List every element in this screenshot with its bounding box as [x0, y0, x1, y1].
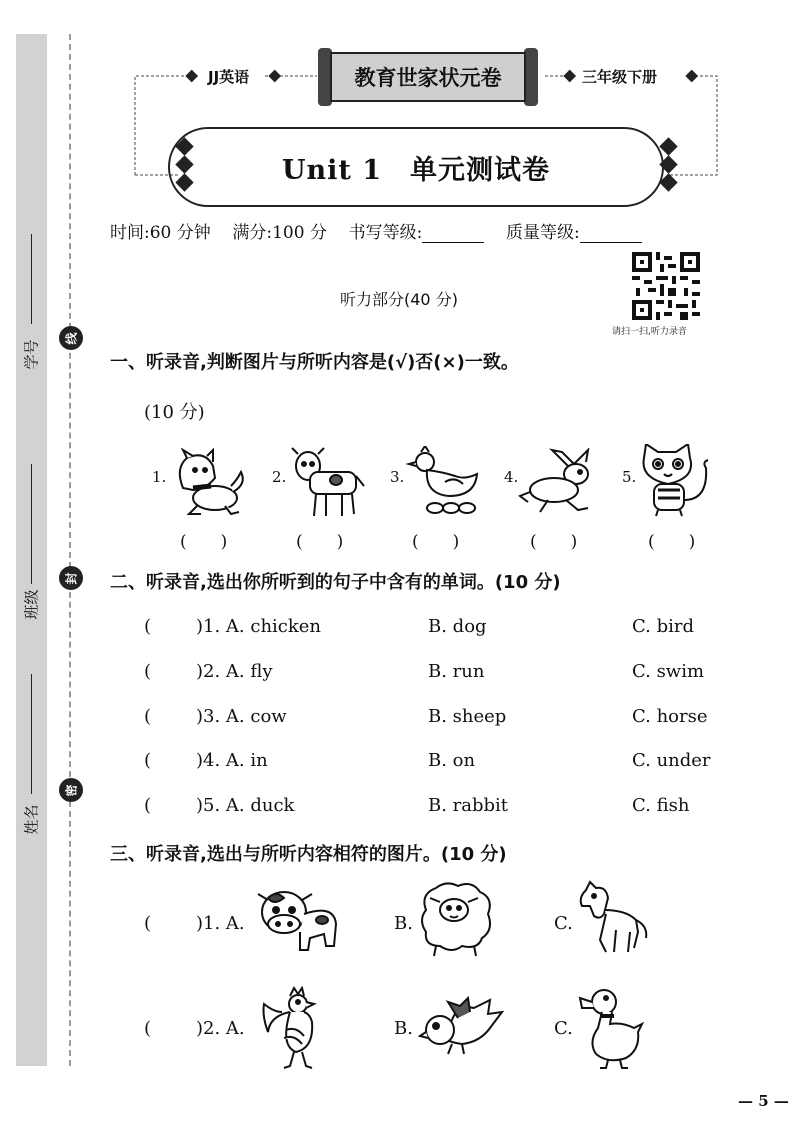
option-b: B. [394, 1018, 413, 1039]
answer-blank[interactable]: ( [144, 750, 152, 771]
item-number: 2. [272, 468, 287, 486]
time-info: 时间:60 分钟 [110, 223, 211, 243]
binding-strip [16, 34, 47, 1066]
full-score-info: 满分:100 分 [232, 223, 327, 243]
exam-info [110, 218, 730, 243]
dog-icon [165, 448, 250, 520]
answer-blank[interactable]: ( [144, 795, 152, 816]
writing-grade-label: 书写等级: [348, 223, 423, 243]
option-a: )1. A. chicken [196, 616, 322, 637]
answer-blank[interactable]: ( [144, 706, 152, 727]
seal-seal-mark: 封 [59, 566, 83, 590]
option-c: C. [554, 1018, 573, 1039]
section1-score: (10 分) [144, 402, 205, 423]
student-id-label: 学号 [22, 339, 41, 370]
brand-title: 教育世家状元卷 [330, 52, 526, 102]
name-label: 姓名 [22, 804, 41, 835]
option-c: C. [554, 913, 573, 934]
item-number: 1. [152, 468, 167, 486]
seal-secret-mark: 密 [59, 778, 83, 802]
sheep-icon [416, 880, 496, 960]
page-title: Unit 1 单元测试卷 [168, 127, 664, 207]
answer-blank[interactable]: ( ) [530, 532, 578, 552]
page-number: — 5 — [738, 1092, 789, 1110]
name-blank[interactable] [31, 674, 32, 794]
option-a: )1. A. [196, 913, 245, 934]
cow-icon [288, 442, 368, 520]
answer-blank[interactable]: ( ) [180, 532, 228, 552]
quality-grade-label: 质量等级: [505, 223, 580, 243]
hen-icon [260, 986, 330, 1070]
option-c: C. horse [632, 706, 708, 727]
option-b: B. on [428, 750, 476, 771]
cat-icon [636, 444, 718, 520]
option-c: C. swim [632, 661, 705, 682]
quality-grade-blank[interactable] [580, 226, 642, 243]
answer-blank[interactable]: ( [144, 661, 152, 682]
option-a: )3. A. cow [196, 706, 287, 727]
option-a: )2. A. fly [196, 661, 273, 682]
option-b: B. rabbit [428, 795, 509, 816]
duck-icon [578, 984, 644, 1070]
cow-icon [254, 884, 340, 956]
subject-tag: JJ英语 [208, 68, 250, 86]
answer-blank[interactable]: ( ) [648, 532, 696, 552]
option-c: C. under [632, 750, 711, 771]
horse-icon [576, 880, 650, 958]
listening-title: 听力部分(40 分) [340, 290, 458, 309]
hen-icon [405, 446, 487, 518]
section3-title: 三、听录音,选出与所听内容相符的图片。(10 分) [110, 844, 507, 865]
answer-blank[interactable]: ( [144, 616, 152, 637]
option-c: C. bird [632, 616, 694, 637]
option-b: B. run [428, 661, 485, 682]
item-number: 3. [390, 468, 405, 486]
option-a: )5. A. duck [196, 795, 295, 816]
item-number: 5. [622, 468, 637, 486]
answer-blank[interactable]: ( [144, 1018, 152, 1039]
option-b: B. sheep [428, 706, 507, 727]
section1-title: 一、听录音,判断图片与所听内容是(√)否(×)一致。 [110, 352, 519, 373]
qr-code-icon[interactable] [632, 252, 700, 320]
class-label: 班级 [22, 589, 41, 620]
brand-scroll [318, 48, 538, 106]
answer-blank[interactable]: ( [144, 913, 152, 934]
option-a: )4. A. in [196, 750, 268, 771]
cut-line [69, 34, 71, 1066]
option-a: )2. A. [196, 1018, 245, 1039]
writing-grade-blank[interactable] [422, 226, 484, 243]
bird-icon [418, 994, 504, 1064]
section2-title: 二、听录音,选出你所听到的句子中含有的单词。(10 分) [110, 572, 561, 593]
item-number: 4. [504, 468, 519, 486]
option-b: B. dog [428, 616, 487, 637]
answer-blank[interactable]: ( ) [412, 532, 460, 552]
grade-tag: 三年级下册 [582, 68, 658, 86]
seal-line-mark: 线 [59, 326, 83, 350]
answer-blank[interactable]: ( ) [296, 532, 344, 552]
option-c: C. fish [632, 795, 690, 816]
class-blank[interactable] [31, 464, 32, 584]
qr-caption: 请扫一扫,听力录音 [612, 327, 687, 337]
option-b: B. [394, 913, 413, 934]
rabbit-icon [518, 448, 598, 518]
student-id-blank[interactable] [31, 234, 32, 324]
